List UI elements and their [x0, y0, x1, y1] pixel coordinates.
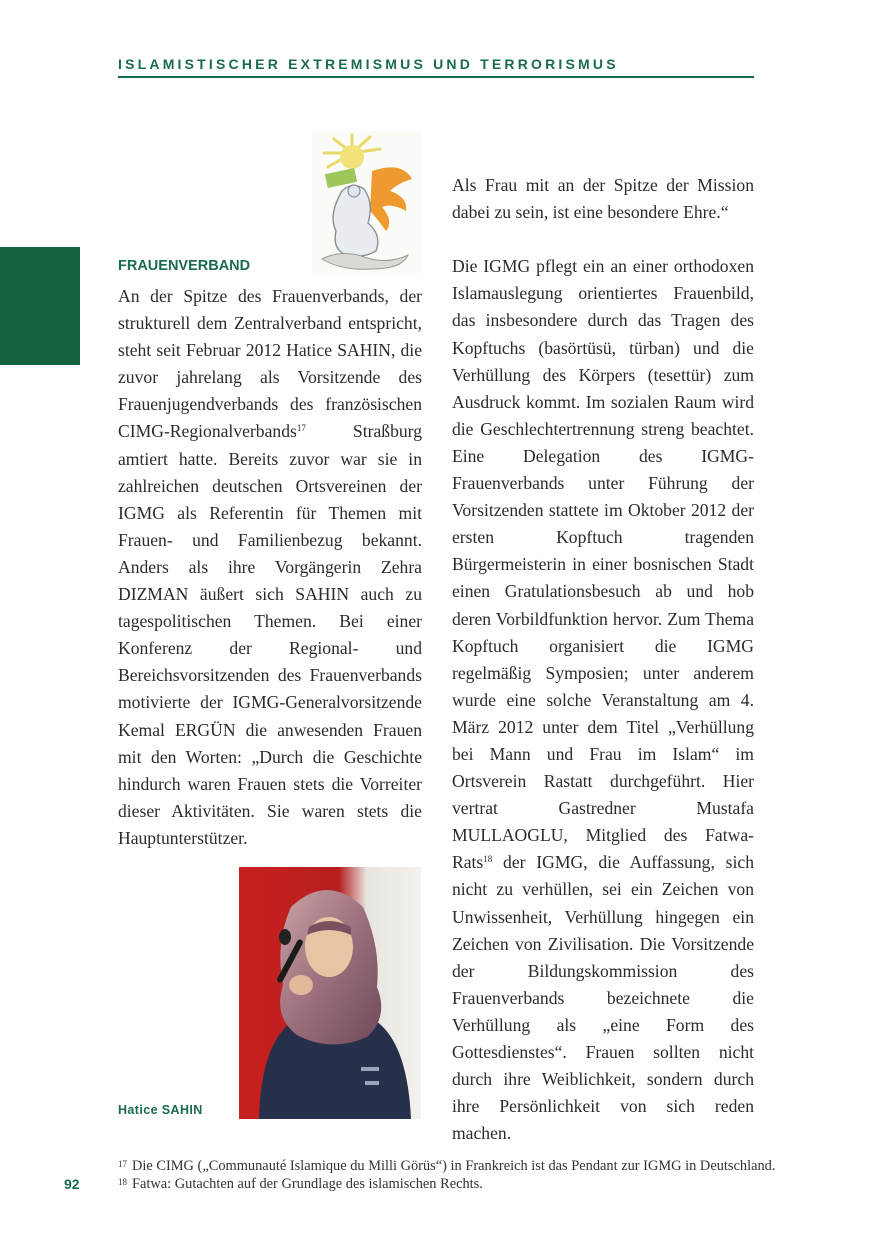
- left-paragraph-part-1: An der Spitze des Frauenverbands, der strukturell dem Zentralverband entspricht, steht seit Februar 2012 Hatice SAHIN, die zuvor jahrelang als Vorsitzende des Frauenjugendverbands des französischen CIMG-Regionalverbands: [118, 286, 422, 442]
- footnote-number: 17: [118, 1159, 127, 1169]
- footnote-text: Fatwa: Gutachten auf der Grundlage des islamischen Rechts.: [132, 1175, 483, 1192]
- photo-caption: Hatice SAHIN: [118, 1103, 203, 1117]
- running-header: ISLAMISTISCHER EXTREMISMUS UND TERRORISMUS: [118, 56, 619, 72]
- right-paragraph-2-part-2: der IGMG, die Auffassung, sich nicht zu verhüllen, sei ein Zeichen von Unwissenheit, Verhüllung hingegen ein Zeichen von Zivilisation. Die Vorsitzende der Bildungskommission des Frauenverbands bezeichnete die Verhüllung als „eine Form des Gottesdienstes“. Frauen sollten nicht durch ihre Weiblichkeit, sondern durch ihre Persönlichkeit von sich reden machen.: [452, 852, 754, 1144]
- footnote-ref-18[interactable]: 18: [483, 854, 493, 865]
- left-paragraph-part-2: Straßburg amtiert hatte. Bereits zuvor war sie in zahlreichen deutschen Ortsvereinen der IGMG als Referentin für Themen mit Frauen- und Familienbezug bekannt. Anders als ihre Vorgängerin Zehra DIZMAN äußert sich SAHIN auch zu tagespolitischen Themen. Bei einer Konferenz der Regional- und Bereichsvorsitzenden des Frauenverbands motivierte der IGMG-Generalvorsitzende Kemal ERGÜN die anwesenden Frauen mit den Worten: „Durch die Geschichte hindurch waren Frauen stets die Vorreiter dieser Aktivitäten. Sie waren stets die Hauptunterstützer.: [118, 421, 422, 848]
- frauenverband-logo: [312, 131, 422, 273]
- right-column-text: [452, 172, 754, 1147]
- speaker-photo: [239, 867, 421, 1119]
- left-column-text: [118, 283, 422, 852]
- footnote-number: 18: [118, 1176, 127, 1187]
- right-paragraph-1: Als Frau mit an der Spitze der Mission dabei zu sein, ist eine besondere Ehre.“: [452, 175, 754, 223]
- header-divider: [118, 76, 754, 78]
- footnotes: [118, 1158, 778, 1193]
- section-heading: FRAUENVERBAND: [118, 258, 251, 274]
- footnote-18: [118, 1176, 778, 1194]
- footnote-ref-17[interactable]: 17: [296, 423, 306, 434]
- page-number: 92: [64, 1176, 80, 1192]
- right-paragraph-2-part-1: Die IGMG pflegt ein an einer orthodoxen Islamauslegung orientiertes Frauenbild, das insbesondere durch das Tragen des Kopftuchs (basörtüsü, türban) und die Verhüllung des Körpers (tesettür) zum Ausdruck kommt. Im sozialen Raum wird die Geschlechtertrennung streng beachtet. Eine Delegation des IGMG-Frauenverbands unter Führung der Vorsitzenden stattete im Oktober 2012 der ersten Kopftuch tragenden Bürgermeisterin in einer bosnischen Stadt einen Gratulationsbesuch ab und hob deren Vorbildfunktion hervor. Zum Thema Kopftuch organisiert die IGMG regelmäßig Symposien; unter anderem wurde eine solche Veranstaltung am 4. März 2012 unter dem Titel „Verhüllung bei Mann und Frau im Islam“ im Ortsverein Rastatt durchgeführt. Hier vertrat Gastredner Mustafa MULLAOGLU, Mitglied des Fatwa-Rats: [452, 256, 754, 873]
- footnote-text: Die CIMG („Communauté Islamique du Milli Görüs“) in Frankreich ist das Pendant zur IGMG in Deutschland.: [132, 1158, 776, 1174]
- footnote-17: [118, 1158, 778, 1176]
- chapter-side-tab: [0, 247, 80, 365]
